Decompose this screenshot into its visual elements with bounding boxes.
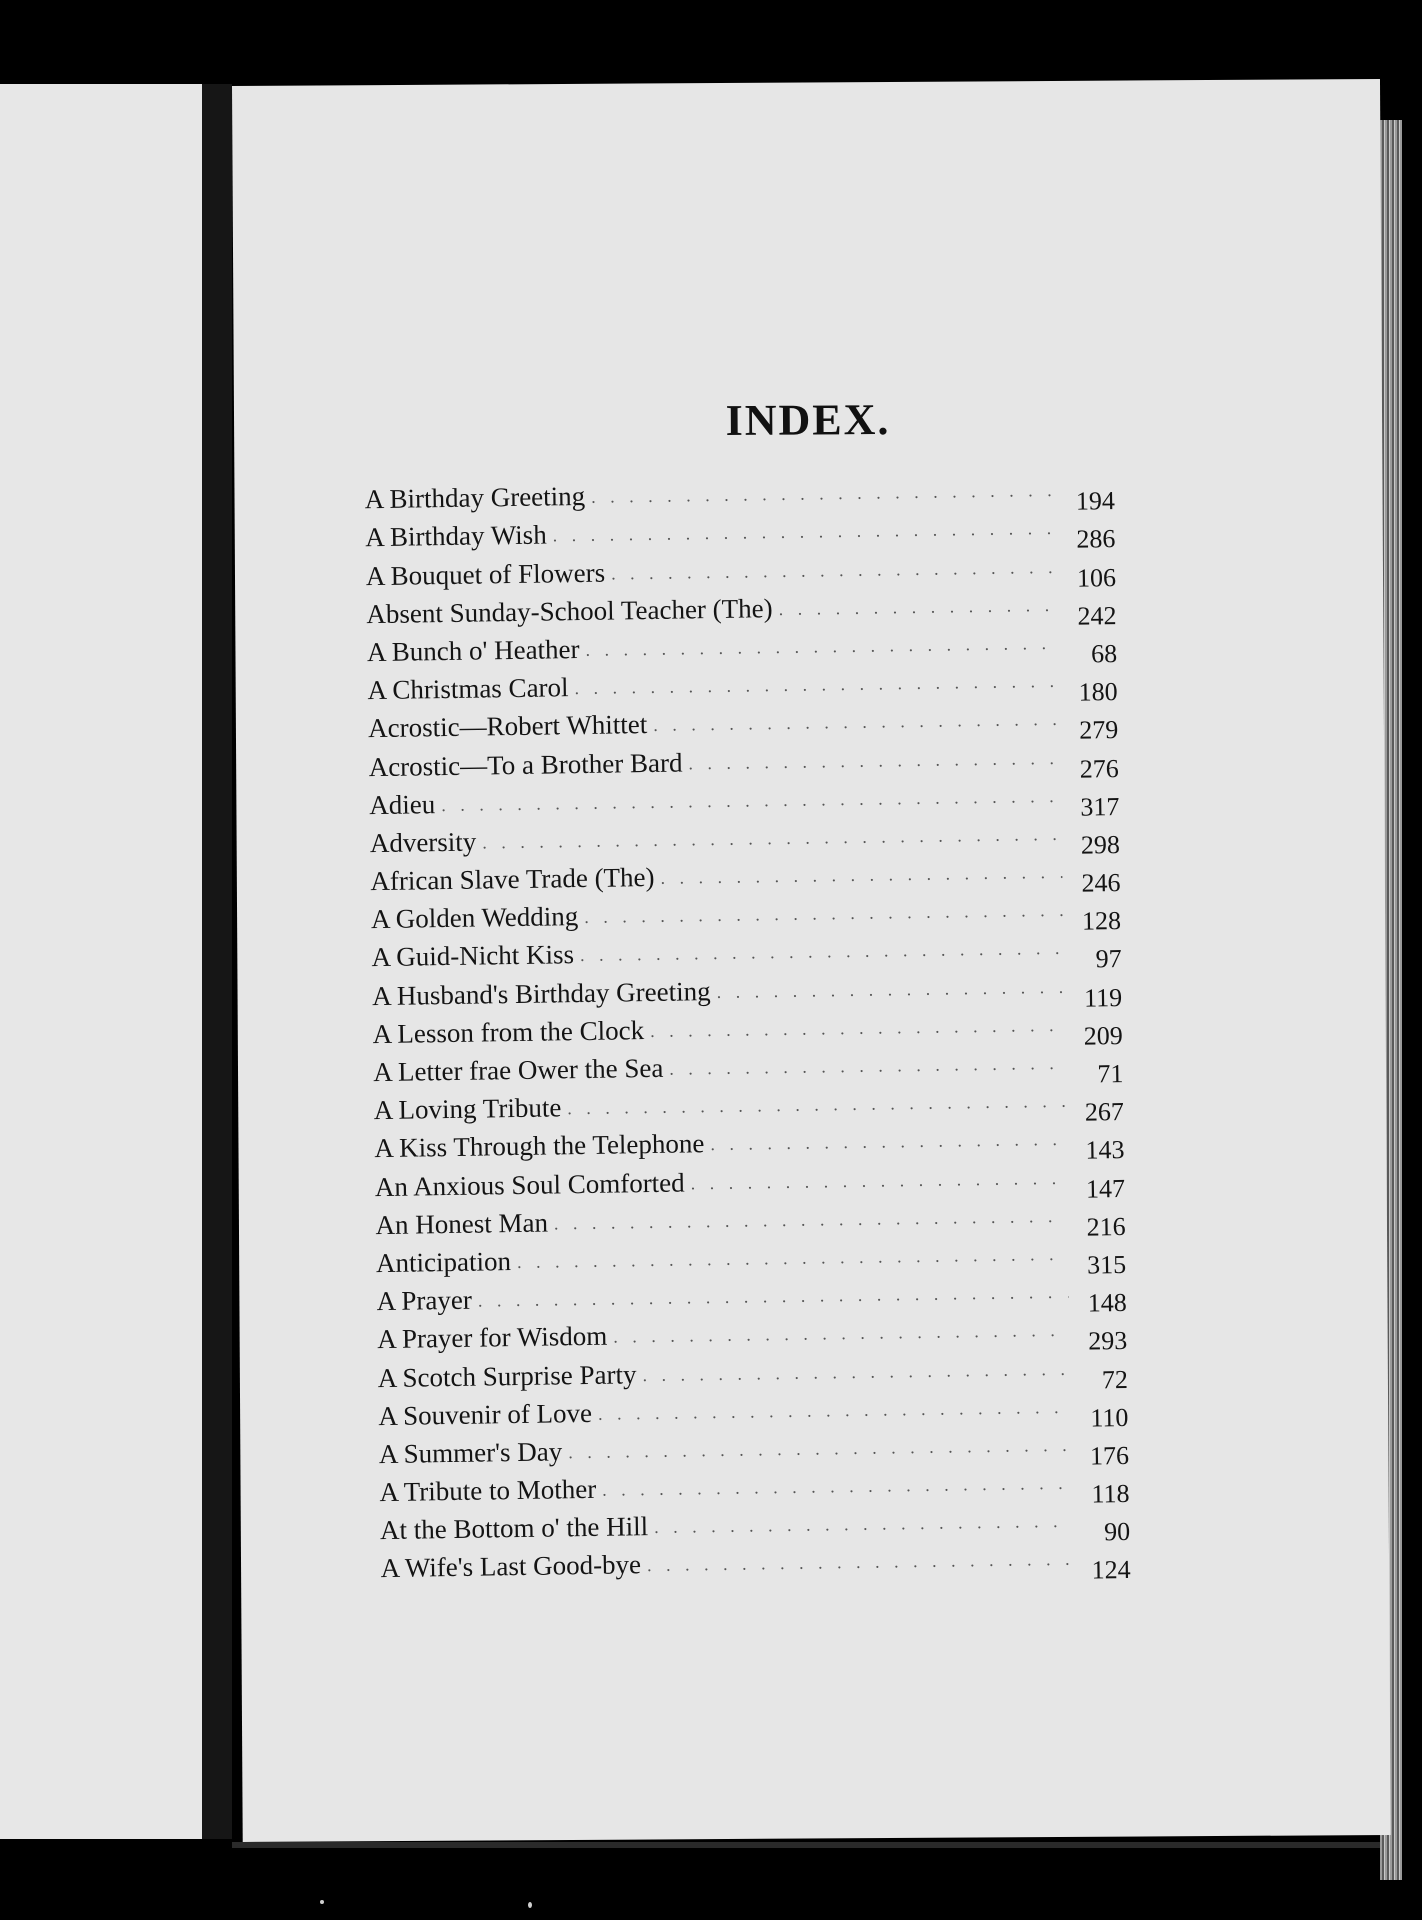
dot-leader	[554, 1206, 1068, 1235]
entry-page-number: 176	[1089, 1440, 1130, 1471]
entry-title: An Anxious Soul Comforted	[374, 1167, 685, 1202]
dot-leader	[710, 1129, 1066, 1155]
entry-page-number: 216	[1086, 1211, 1126, 1242]
entry-title: A Lesson from the Clock	[372, 1014, 645, 1049]
entry-title: A Kiss Through the Telephone	[374, 1128, 705, 1164]
entry-page-number: 317	[1080, 791, 1120, 822]
entry-title: A Letter frae Ower the Sea	[372, 1052, 664, 1088]
entry-page-number: 267	[1084, 1097, 1125, 1127]
dot-leader	[611, 556, 1058, 584]
entry-title: A Birthday Wish	[365, 519, 547, 553]
dot-leader	[660, 862, 1062, 889]
entry-page-number: 242	[1077, 600, 1117, 631]
entry-title: At the Bottom o' the Hill	[379, 1511, 649, 1546]
entry-page-number: 97	[1095, 944, 1122, 974]
entry-title: Absent Sunday-School Teacher (The)	[366, 592, 773, 629]
entry-title: A Golden Wedding	[370, 901, 579, 935]
entry-title: A Christmas Carol	[367, 672, 569, 706]
dot-leader	[482, 824, 1062, 854]
entry-title: A Bouquet of Flowers	[365, 557, 606, 591]
page-bottom-edge	[232, 1842, 1380, 1848]
entry-page-number: 90	[1103, 1517, 1131, 1547]
dot-leader	[778, 595, 1058, 620]
entry-page-number: 110	[1090, 1402, 1129, 1433]
entry-page-number: 148	[1087, 1288, 1127, 1318]
entry-page-number: 71	[1097, 1059, 1124, 1089]
entry-page-number: 143	[1085, 1135, 1125, 1165]
left-page	[0, 84, 202, 1839]
entry-page-number: 315	[1086, 1249, 1127, 1280]
index-list	[364, 466, 1130, 1584]
dot-leader	[669, 1053, 1065, 1080]
entry-title: A Husband's Birthday Greeting	[371, 975, 711, 1011]
entry-title: A Tribute to Mother	[379, 1473, 597, 1508]
entry-title: A Guid-Nicht Kiss	[371, 939, 575, 973]
entry-title: A Bunch o' Heather	[366, 633, 580, 668]
entry-page-number: 209	[1083, 1020, 1123, 1051]
book-spine	[202, 84, 232, 1839]
dot-leader	[574, 671, 1059, 699]
dot-leader	[591, 480, 1057, 508]
entry-page-number: 194	[1075, 486, 1116, 516]
entry-page-number: 293	[1088, 1326, 1128, 1356]
index-page	[232, 79, 1391, 1842]
dot-leader	[654, 1511, 1072, 1538]
dot-leader	[716, 977, 1064, 1003]
entry-page-number: 147	[1085, 1173, 1126, 1204]
entry-title: A Prayer for Wisdom	[376, 1321, 608, 1355]
entry-title: A Souvenir of Love	[378, 1397, 593, 1431]
entry-page-number: 276	[1079, 753, 1120, 784]
dot-leader	[478, 1282, 1069, 1312]
dot-leader	[691, 1167, 1068, 1194]
dot-leader	[585, 633, 1059, 661]
dot-leader	[650, 1015, 1065, 1042]
entry-title: A Prayer	[376, 1284, 473, 1317]
entry-page-number: 72	[1101, 1364, 1129, 1394]
dot-leader	[647, 1549, 1073, 1576]
dot-leader	[568, 1435, 1071, 1463]
scan-speck	[528, 1902, 532, 1908]
entry-title: An Honest Man	[375, 1207, 549, 1240]
dot-leader	[517, 1244, 1068, 1273]
entry-page-number: 118	[1091, 1479, 1130, 1509]
entry-page-number: 124	[1091, 1555, 1131, 1585]
entry-page-number: 128	[1081, 906, 1122, 936]
entry-title: Adieu	[369, 788, 436, 820]
dot-leader	[653, 709, 1060, 736]
entry-title: A Loving Tribute	[373, 1092, 562, 1126]
entry-title: Anticipation	[375, 1246, 512, 1279]
entry-page-number: 246	[1081, 868, 1121, 898]
entry-page-number: 286	[1076, 524, 1116, 555]
dot-leader	[580, 938, 1064, 966]
entry-page-number: 180	[1078, 677, 1118, 707]
dot-leader	[584, 900, 1063, 928]
entry-page-number: 298	[1080, 829, 1121, 860]
entry-page-number: 106	[1076, 562, 1117, 593]
dot-leader	[598, 1397, 1071, 1425]
entry-page-number: 279	[1079, 715, 1119, 745]
entry-page-number: 68	[1090, 638, 1118, 669]
dot-leader	[553, 518, 1058, 546]
entry-title: Adversity	[369, 826, 477, 859]
page-title: INDEX.	[725, 394, 891, 445]
dot-leader	[602, 1473, 1071, 1501]
entry-page-number: 119	[1083, 982, 1123, 1013]
entry-title: A Wife's Last Good-bye	[380, 1549, 642, 1584]
entry-title: A Summer's Day	[378, 1436, 563, 1469]
entry-title: A Scotch Surprise Party	[377, 1358, 637, 1393]
dot-leader	[688, 747, 1060, 774]
dot-leader	[613, 1320, 1069, 1348]
entry-title: Acrostic—To a Brother Bard	[368, 747, 683, 782]
entry-title: A Birthday Greeting	[364, 481, 586, 515]
entry-title: Acrostic—Robert Whittet	[367, 709, 648, 744]
dot-leader	[642, 1358, 1070, 1385]
scan-speck	[320, 1900, 324, 1904]
dot-leader	[567, 1091, 1066, 1119]
entry-title: African Slave Trade (The)	[370, 862, 655, 897]
